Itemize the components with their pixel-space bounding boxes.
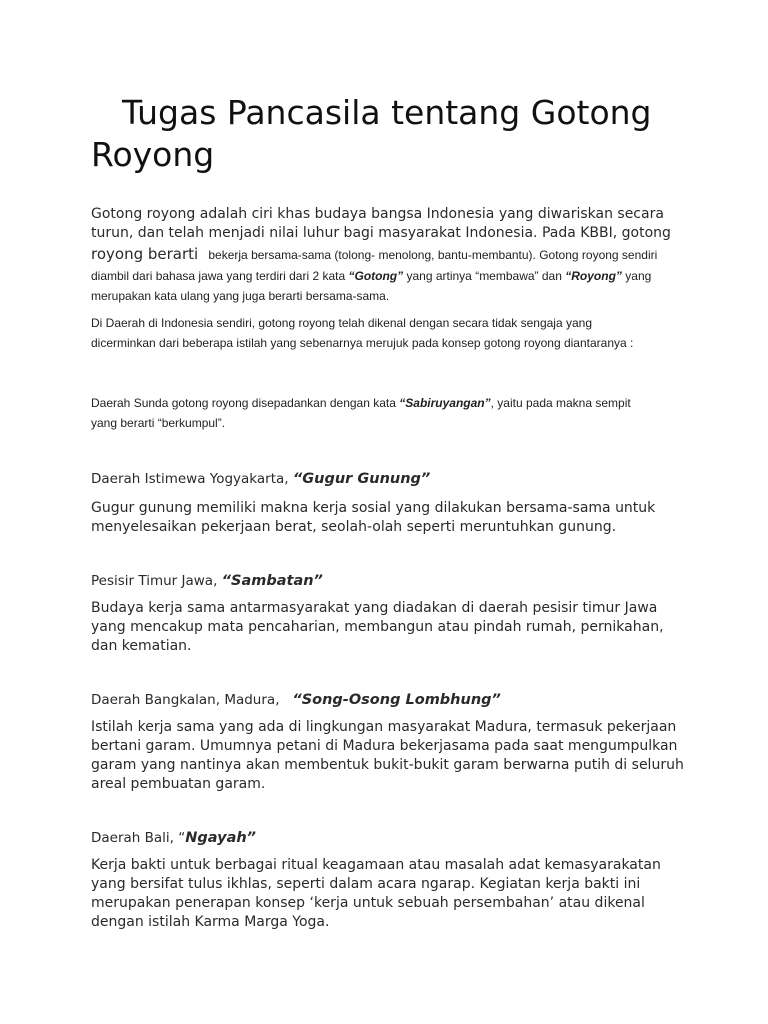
text-line: merupakan penerapan konsep ‘kerja untuk sebuah persembahan’ atau dikenal: [91, 895, 645, 911]
text-line: Kerja bakti untuk berbagai ritual keagamaan atau masalah adat kemasyarakatan: [91, 857, 661, 873]
text-span: diambil dari bahasa jawa yang terdiri dari 2 kata: [91, 269, 346, 283]
region-term: “Gugur Gunung”: [292, 471, 431, 487]
term-gotong: “Gotong”: [348, 269, 404, 283]
region-label: Pesisir Timur Jawa,: [91, 573, 218, 589]
text-span: yang: [625, 269, 652, 283]
term-royong: “Royong”: [565, 269, 622, 283]
region-label: Daerah Bali, “: [91, 830, 186, 846]
document-title: [91, 92, 711, 176]
sunda-paragraph: [91, 393, 711, 433]
text-line: bertani garam. Umumnya petani di Madura bekerjasama pada saat mengumpulkan: [91, 738, 678, 754]
section-madura: [91, 690, 711, 794]
term-sabiruyangan: “Sabiruyangan”: [399, 396, 491, 410]
text-span: bekerja bersama-sama (tolong- menolong, bantu-membantu). Gotong royong sendiri: [208, 248, 658, 262]
section-bali: [91, 828, 711, 932]
text-line: yang bersifat tulus ikhlas, seperti dalam acara ngarap. Kegiatan kerja bakti ini: [91, 876, 641, 892]
text-line: Budaya kerja sama antarmasyarakat yang diadakan di daerah pesisir timur Jawa: [91, 600, 658, 616]
text-line: merupakan kata ulang yang juga berarti bersama-sama.: [91, 289, 390, 303]
title-line: Royong: [91, 135, 215, 174]
region-term: Ngayah”: [185, 830, 257, 846]
text-line: Istilah kerja sama yang ada di lingkungan masyarakat Madura, termasuk pekerjaan: [91, 719, 677, 735]
region-label: Daerah Istimewa Yogyakarta,: [91, 471, 289, 487]
text-line: menyelesaikan pekerjaan berat, seolah-olah seperti meruntuhkan gunung.: [91, 519, 617, 535]
text-line: Gotong royong adalah ciri khas budaya bangsa Indonesia yang diwariskan secara: [91, 206, 664, 222]
text-line: dan kematian.: [91, 638, 192, 654]
region-label: Daerah Bangkalan, Madura,: [91, 692, 280, 708]
text-line: areal pembuatan garam.: [91, 776, 266, 792]
section-jawa-timur: [91, 571, 711, 656]
text-line: yang berarti “berkumpul”.: [91, 416, 226, 430]
text-span: Daerah Sunda gotong royong disepadankan dengan kata: [91, 396, 396, 410]
title-line: Tugas Pancasila tentang Gotong: [122, 93, 652, 132]
text-span: yang artinya “membawa” dan: [406, 269, 562, 283]
text-line: turun, dan telah menjadi nilai luhur bagi masyarakat Indonesia. Pada KBBI, gotong: [91, 225, 671, 241]
daerah-intro-paragraph: [91, 313, 711, 353]
text-span: royong berarti: [91, 245, 199, 263]
text-line: Gugur gunung memiliki makna kerja sosial yang dilakukan bersama-sama untuk: [91, 500, 656, 516]
text-line: yang mencakup mata pencaharian, membangun atau pindah rumah, pernikahan,: [91, 619, 664, 635]
region-term: “Song-Osong Lombhung”: [292, 692, 501, 708]
text-line: Di Daerah di Indonesia sendiri, gotong royong telah dikenal dengan secara tidak sengaja yang: [91, 316, 593, 330]
intro-paragraph: [91, 205, 711, 306]
text-line: dengan istilah Karma Marga Yoga.: [91, 914, 330, 930]
text-line: dicerminkan dari beberapa istilah yang sebenarnya merujuk pada konsep gotong royong diantaranya :: [91, 336, 634, 350]
text-line: garam yang nantinya akan membentuk bukit-bukit garam berwarna putih di seluruh: [91, 757, 684, 773]
region-term: “Sambatan”: [221, 573, 323, 589]
section-yogyakarta: [91, 469, 711, 537]
text-span: , yaitu pada makna sempit: [490, 396, 631, 410]
